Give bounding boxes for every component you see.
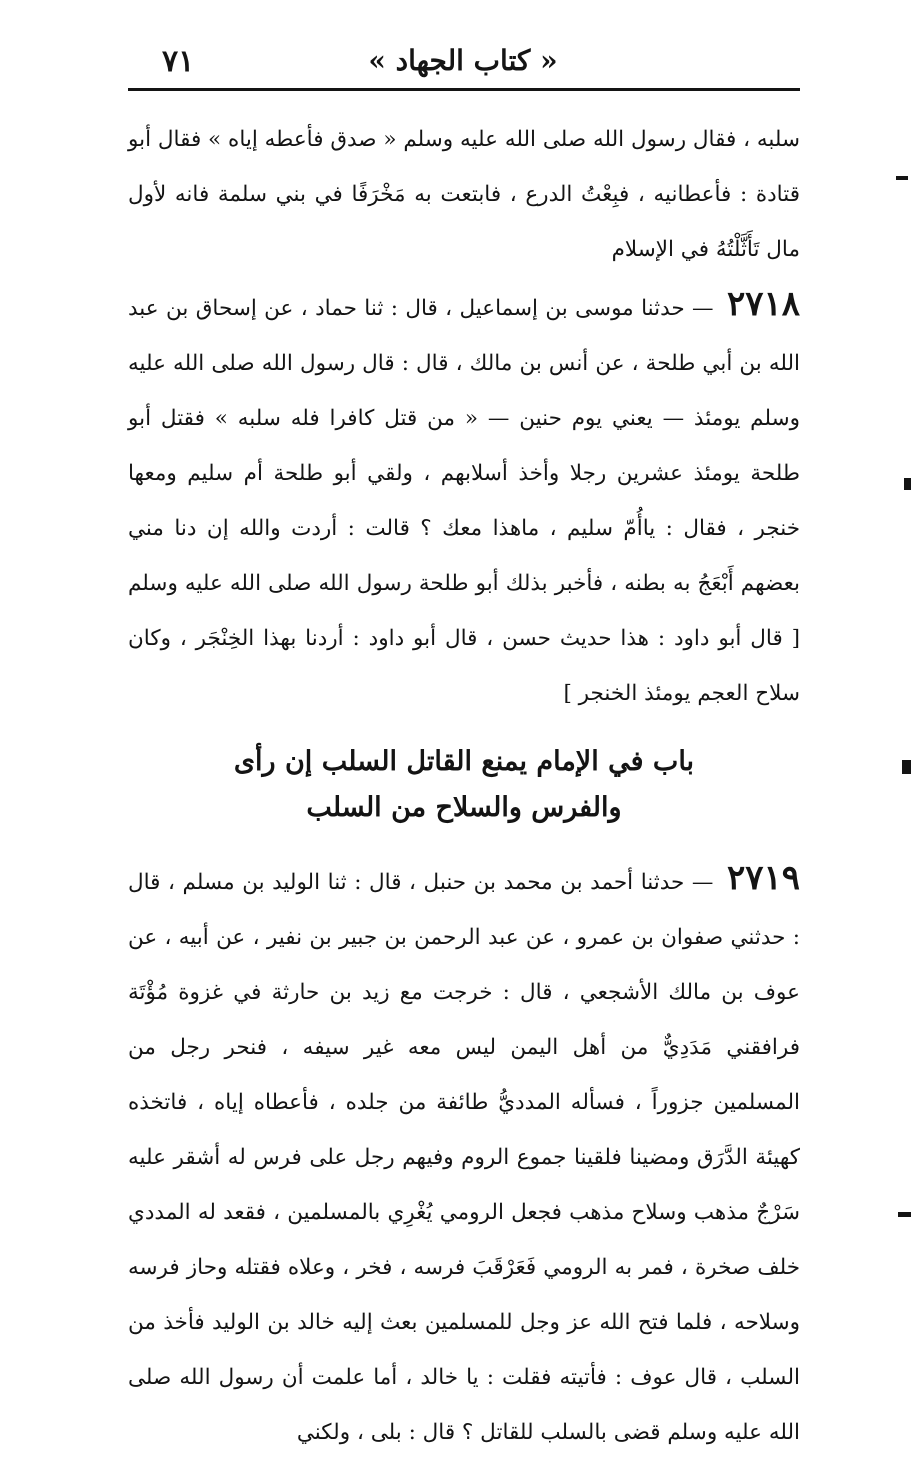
hadith-number: ٢٧١٩ <box>726 858 801 898</box>
running-title: « كتاب الجهاد » <box>368 44 558 77</box>
hadith-2719 <box>128 851 800 1460</box>
page-number: ٧١ <box>162 44 195 79</box>
chapter-heading-line-2: والفرس والسلاح من السلب <box>306 792 622 823</box>
hadith-text: — حدثنا موسى بن إسماعيل ، قال : ثنا حماد ، عن إسحاق بن عبد الله بن أبي طلحة ، عن أنس بن مالك ، قال : قال رسول الله صلى الله عليه وسلم يومئذ — يعني يوم حنين — « من قتل كافرا فله سلبه » فقتل أبو طلحة يومئذ عشرين رجلا وأخذ أسلابهم ، ولقي أبو طلحة أم سليم ومعها خنجر ، فقال : ياأُمّ سليم ، ماهذا معك ؟ قالت : أردت والله إن دنا مني بعضهم أَبْعَجُ به بطنه ، فأخبر بذلك أبو طلحة رسول الله صلى الله عليه وسلم [ قال أبو داود : هذا حديث حسن ، قال أبو داود : أردنا بهذا الخِنْجَر ، وكان سلاح العجم يومئذ الخنجر ] <box>128 296 800 706</box>
hadith-2718 <box>128 277 800 721</box>
paragraph-continuation <box>128 112 800 277</box>
page-header <box>128 38 798 88</box>
scan-mark <box>904 478 911 490</box>
paragraph-text: سلبه ، فقال رسول الله صلى الله عليه وسلم « صدق فأعطه إياه » فقال أبو قتادة : فأعطانيه ، فبِعْتُ الدرع ، فابتعت به مَخْرَفًا في بني سلمة فانه لأول مال تَأَثَّلْتُهُ في الإسلام <box>128 127 800 262</box>
scan-mark <box>902 760 911 774</box>
hadith-text: — حدثنا أحمد بن محمد بن حنبل ، قال : ثنا الوليد بن مسلم ، قال : حدثني صفوان بن عمرو ، عن عبد الرحمن بن جبير بن نفير ، عن أبيه ، عن عوف بن مالك الأشجعي ، قال : خرجت مع زيد بن حارثة في غزوة مُؤْتَة فرافقني مَدَدِيٌّ من أهل اليمن ليس معه غير سيفه ، فنحر رجل من المسلمين جزوراً ، فسأله المدديُّ طائفة من جلده ، فأعطاه إياه ، فاتخذه كهيئة الدَّرَق ومضينا فلقينا جموع الروم وفيهم رجل على فرس له أشقر عليه سَرْجٌ مذهب وسلاح مذهب فجعل الرومي يُغْرِي بالمسلمين ، فقعد له المددي خلف صخرة ، فمر به الرومي فَعَرْقَبَ فرسه ، فخر ، وعلاه فقتله وحاز فرسه وسلاحه ، فلما فتح الله عز وجل للمسلمين بعث إليه خالد بن الوليد فأخذ من السلب ، قال عوف : فأتيته فقلت : يا خالد ، أما علمت أن رسول الله صلى الله عليه وسلم قضى بالسلب للقاتل ؟ قال : بلى ، ولكني <box>128 870 800 1445</box>
scan-mark <box>898 1212 911 1217</box>
scan-mark <box>896 176 908 180</box>
hadith-number: ٢٧١٨ <box>726 284 800 324</box>
chapter-heading-line-1: باب في الإمام يمنع القاتل السلب إن رأى <box>233 746 695 777</box>
header-rule <box>128 88 800 91</box>
chapter-heading <box>128 739 800 831</box>
body-text <box>128 112 800 1460</box>
